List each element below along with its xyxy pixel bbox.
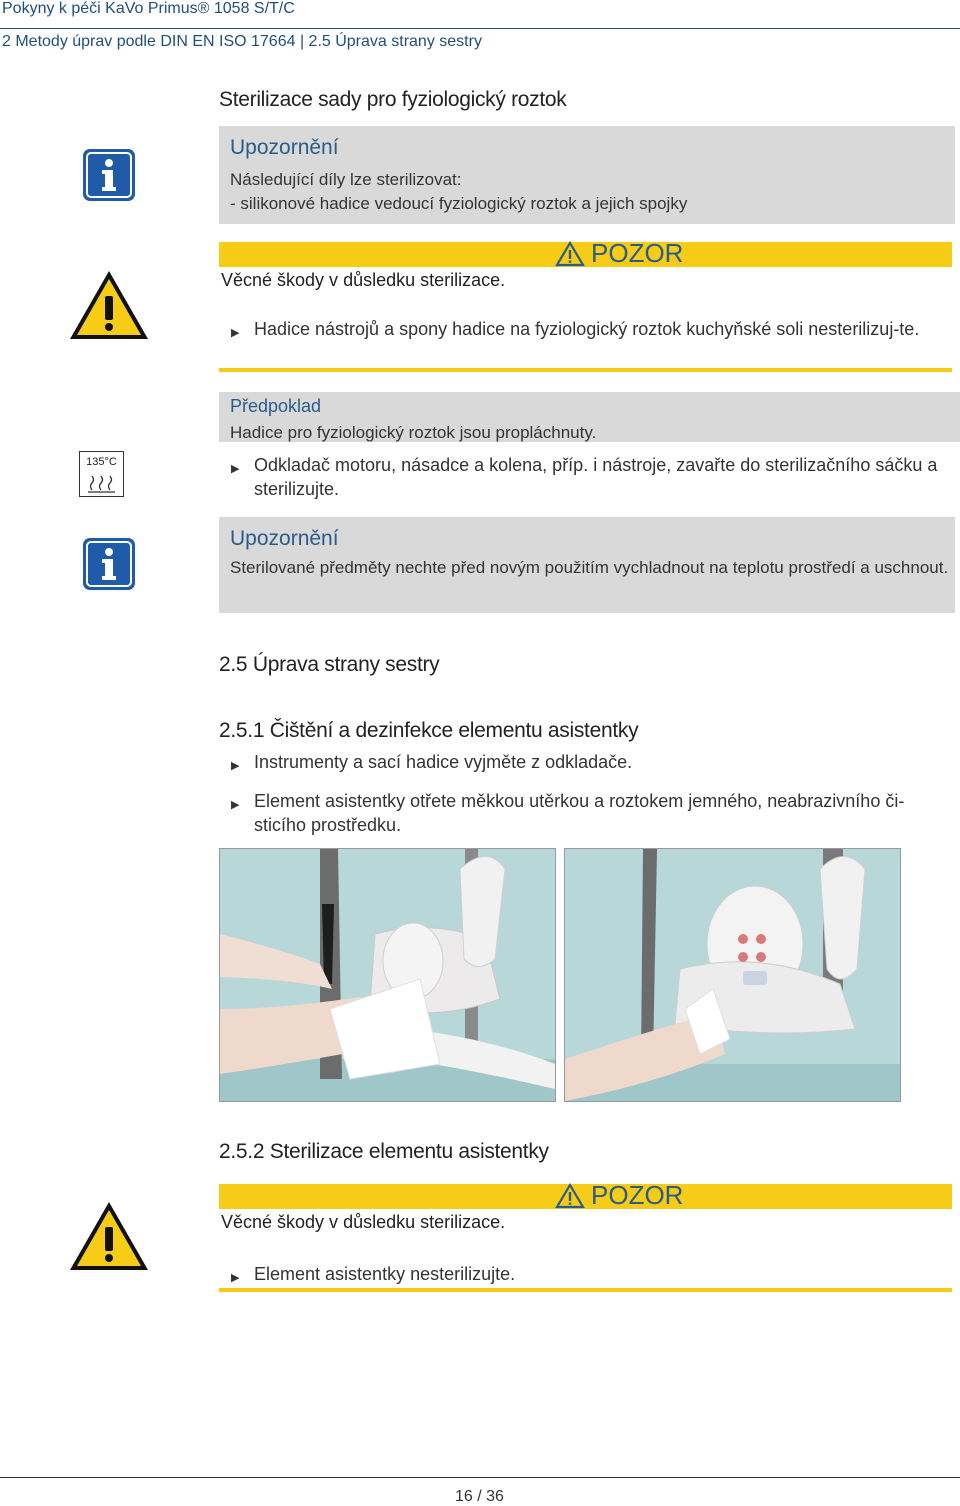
warning-header-bar	[219, 1180, 952, 1210]
warning-label	[555, 238, 683, 269]
list-item	[231, 453, 951, 501]
prerequisite-text: Hadice pro fyziologický roztok jsou propláchnuty.	[230, 423, 597, 442]
warning-triangle-icon	[67, 1199, 151, 1273]
warning-bottom-rule	[219, 1288, 952, 1292]
section-heading-sterilizace-sady: Sterilizace sady pro fyziologický roztok	[219, 88, 567, 111]
list-item-text: Hadice nástrojů a spony hadice na fyziologický roztok kuchyňské soli nesterilizuj-te.	[254, 319, 920, 339]
warning-label-text: POZOR	[591, 238, 684, 268]
header-divider	[0, 28, 960, 29]
bullet-arrow-icon: ▶	[231, 327, 240, 339]
prerequisite-title: Předpoklad	[230, 396, 322, 416]
photo-cleaning-with-cloth	[219, 848, 556, 1102]
warning-text: Věcné škody v důsledku sterilizace.	[221, 270, 506, 290]
list-item	[231, 789, 951, 837]
warning-small-icon	[555, 1183, 585, 1209]
warning-triangle-icon	[67, 268, 151, 342]
note-line: - silikonové hadice vedoucí fyziologický roztok a jejich spojky	[230, 194, 688, 213]
note-box	[219, 126, 955, 224]
document-title: Pokyny k péči KaVo Primus® 1058 S/T/C	[2, 0, 295, 17]
note-title: Upozornění	[230, 527, 339, 550]
sterilization-temperature-label: 135°C	[86, 456, 117, 468]
warning-small-icon	[555, 241, 585, 267]
list-item	[231, 1262, 951, 1286]
note-text: Sterilované předměty nechte před novým použitím vychladnout na teplotu prostředí a uschnout.	[230, 558, 949, 577]
bullet-arrow-icon: ▶	[231, 760, 240, 772]
sterilization-135c-icon	[79, 451, 124, 497]
info-icon	[83, 149, 135, 201]
section-heading-cisteni: 2.5.1 Čištění a dezinfekce elementu asistentky	[219, 719, 639, 742]
note-title: Upozornění	[230, 136, 339, 159]
breadcrumb: 2 Metody úprav podle DIN EN ISO 17664 | 2.5 Úprava strany sestry	[2, 33, 482, 50]
note-box	[219, 517, 955, 613]
note-line: Následující díly lze sterilizovat:	[230, 170, 462, 189]
warning-label	[555, 1180, 683, 1211]
list-item-text: Element asistentky nesterilizujte.	[254, 1264, 516, 1284]
prerequisite-box	[219, 392, 960, 442]
info-icon	[83, 538, 135, 590]
bullet-arrow-icon: ▶	[231, 1272, 240, 1284]
list-item	[231, 317, 951, 341]
warning-header-bar	[219, 238, 952, 268]
list-item-text: Instrumenty a sací hadice vyjměte z odkladače.	[254, 752, 633, 772]
section-heading-uprava-strany: 2.5 Úprava strany sestry	[219, 653, 440, 676]
list-item-text: Element asistentky otřete měkkou utěrkou a roztokem jemného, neabrazivního či-sticího prostředku.	[254, 791, 905, 835]
list-item	[231, 750, 951, 774]
bullet-arrow-icon: ▶	[231, 463, 240, 475]
section-heading-sterilizace-elementu: 2.5.2 Sterilizace elementu asistentky	[219, 1140, 549, 1163]
list-item-text: Odkladač motoru, násadce a kolena, příp. i nástroje, zavařte do sterilizačního sáčku a sterilizujte.	[254, 455, 938, 499]
warning-bottom-rule	[219, 368, 952, 372]
page-number: 16 / 36	[455, 1488, 504, 1505]
photo-cleaning-keypad	[564, 848, 901, 1102]
bullet-arrow-icon: ▶	[231, 799, 240, 811]
footer-divider	[0, 1477, 960, 1478]
warning-label-text: POZOR	[591, 1180, 684, 1210]
warning-text: Věcné škody v důsledku sterilizace.	[221, 1212, 506, 1232]
